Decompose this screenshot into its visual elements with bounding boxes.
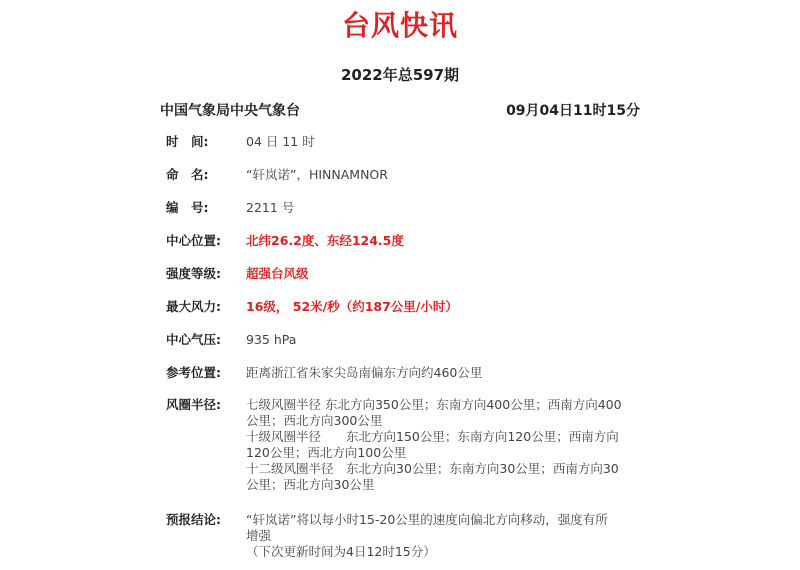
forecast-line: （下次更新时间为4日12时15分） bbox=[246, 544, 436, 559]
wind-radius-label: 风圈半径: bbox=[166, 397, 221, 412]
row-pressure bbox=[166, 332, 636, 348]
reference-value: 距离浙江省朱家尖岛南偏东方向约460公里 bbox=[246, 365, 483, 380]
time-value: 04 日 11 时 bbox=[246, 134, 315, 149]
issuing-agency: 中国气象局中央气象台 bbox=[160, 103, 300, 119]
wind-radius-line: 七级风圈半径 东北方向350公里；东南方向400公里；西南方向400 bbox=[246, 397, 622, 412]
name-label: 命 名: bbox=[166, 167, 209, 182]
forecast-value bbox=[246, 512, 636, 560]
forecast-label: 预报结论: bbox=[166, 512, 221, 527]
wind-radius-line: 公里；西北方向300公里 bbox=[246, 413, 383, 428]
reference-label: 参考位置: bbox=[166, 365, 221, 380]
row-center bbox=[166, 233, 636, 249]
max-wind-value: 16级， 52米/秒（约187公里/小时） bbox=[246, 299, 458, 314]
name-value: “轩岚诺”，HINNAMNOR bbox=[246, 167, 388, 182]
row-wind-radius bbox=[166, 397, 636, 493]
issue-datetime: 09月04日11时15分 bbox=[506, 103, 640, 119]
forecast-line: “轩岚诺”将以每小时15-20公里的速度向偏北方向移动，强度有所 bbox=[246, 512, 608, 527]
row-intensity bbox=[166, 266, 636, 282]
wind-radius-value bbox=[246, 397, 636, 493]
wind-radius-line: 120公里；西北方向100公里 bbox=[246, 445, 407, 460]
row-number bbox=[166, 200, 636, 216]
source-row bbox=[160, 100, 640, 120]
page-title: 台风快讯 bbox=[341, 9, 458, 42]
wind-radius-line: 公里；西北方向30公里 bbox=[246, 477, 375, 492]
max-wind-label: 最大风力: bbox=[166, 299, 221, 314]
pressure-label: 中心气压: bbox=[166, 332, 221, 347]
center-label: 中心位置: bbox=[166, 233, 221, 248]
row-forecast bbox=[166, 512, 636, 560]
row-max-wind bbox=[166, 299, 636, 315]
row-reference bbox=[166, 365, 636, 381]
pressure-value: 935 hPa bbox=[246, 332, 297, 347]
center-value: 北纬26.2度、东经124.5度 bbox=[246, 233, 404, 248]
wind-radius-line: 十二级风圈半径 东北方向30公里；东南方向30公里；西南方向30 bbox=[246, 461, 619, 476]
wind-radius-line: 十级风圈半径 东北方向150公里；东南方向120公里；西南方向 bbox=[246, 429, 619, 444]
number-label: 编 号: bbox=[166, 200, 209, 215]
intensity-label: 强度等级: bbox=[166, 266, 221, 281]
number-value: 2211 号 bbox=[246, 200, 295, 215]
issue-number: 2022年总597期 bbox=[340, 66, 460, 84]
time-label: 时 间: bbox=[166, 134, 209, 149]
intensity-value: 超强台风级 bbox=[246, 266, 309, 281]
row-name bbox=[166, 167, 636, 183]
row-time bbox=[166, 134, 636, 150]
forecast-line: 增强 bbox=[246, 528, 272, 543]
